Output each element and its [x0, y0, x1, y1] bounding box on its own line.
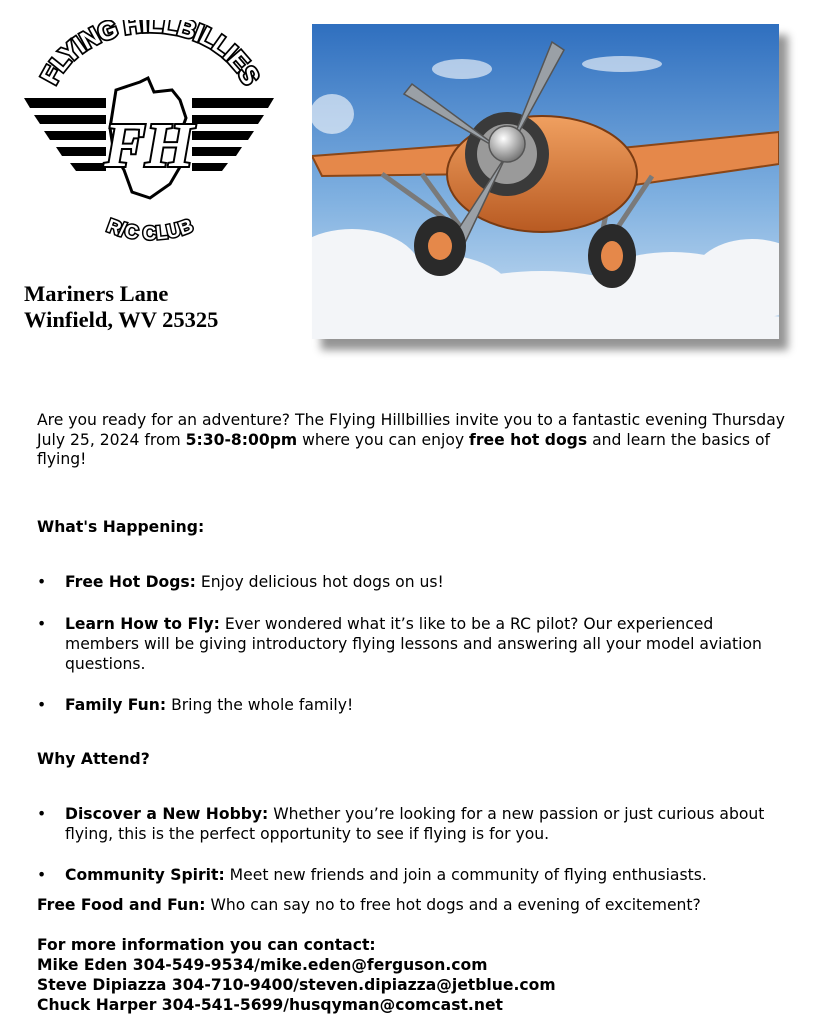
bullet-icon: • [37, 573, 47, 591]
bullet-label: Learn How to Fly: [65, 615, 220, 633]
address-line-2: Winfield, WV 25325 [24, 307, 219, 332]
bullet-text: Enjoy delicious hot dogs on us! [195, 573, 444, 591]
why-attend-heading: Why Attend? [37, 750, 150, 768]
bullet-icon: • [37, 866, 47, 884]
svg-text:FH: FH [104, 112, 194, 180]
list-item [37, 865, 777, 885]
bullet-text: Bring the whole family! [166, 696, 354, 714]
bullet-icon: • [37, 696, 47, 714]
free-food-text: Who can say no to free hot dogs and a evening of excitement? [205, 896, 701, 914]
contact-block [37, 935, 556, 1015]
svg-text:R/C CLUB: R/C CLUB [103, 215, 197, 245]
contact-heading: For more information you can contact: [37, 936, 376, 954]
intro-text-1: Are you ready for an adventure? The Flying Hillbillies invite you to a fantastic evening Thursday July 25, 2024 from [37, 411, 785, 449]
event-time: 5:30-8:00pm [185, 430, 298, 449]
bullet-icon: • [37, 805, 47, 823]
free-hot-dogs-highlight: free hot dogs [469, 430, 588, 449]
list-item [37, 614, 777, 674]
whats-happening-heading: What's Happening: [37, 518, 205, 536]
bullet-label: Family Fun: [65, 696, 167, 714]
list-item [37, 695, 777, 715]
contact-mike-eden: Mike Eden 304-549-9534/mike.eden@ferguson.com [37, 956, 488, 974]
address-block [24, 281, 218, 333]
bullet-icon: • [37, 615, 47, 633]
bullet-label: Community Spirit: [65, 866, 225, 884]
contact-chuck-harper: Chuck Harper 304-541-5699/husqyman@comcast.net [37, 996, 503, 1014]
bullet-text: Whether you’re looking for a new passion or just curious about flying, this is the perfect opportunity to see if flying is for you. [65, 805, 765, 843]
free-food-label: Free Food and Fun: [37, 896, 206, 914]
contact-steve-dipiazza: Steve Dipiazza 304-710-9400/steven.dipiazza@jetblue.com [37, 976, 556, 994]
airplane-photo [312, 24, 779, 339]
intro-paragraph [37, 411, 797, 470]
club-logo [20, 20, 278, 248]
list-item [37, 804, 777, 844]
intro-text-2: where you can enjoy [297, 430, 470, 449]
svg-text:FLYING HILLBILLIES: FLYING HILLBILLIES [35, 20, 265, 89]
list-item [37, 572, 777, 592]
free-food-line [37, 895, 777, 915]
bullet-text: Ever wondered what it’s like to be a RC pilot? Our experienced members will be giving introductory flying lessons and answering all your model aviation questions. [65, 615, 762, 673]
address-line-1: Mariners Lane [24, 281, 169, 306]
bullet-label: Free Hot Dogs: [65, 573, 196, 591]
intro-text-3: and learn the basics of flying! [37, 430, 770, 468]
bullet-text: Meet new friends and join a community of flying enthusiasts. [224, 866, 707, 884]
bullet-label: Discover a New Hobby: [65, 805, 269, 823]
